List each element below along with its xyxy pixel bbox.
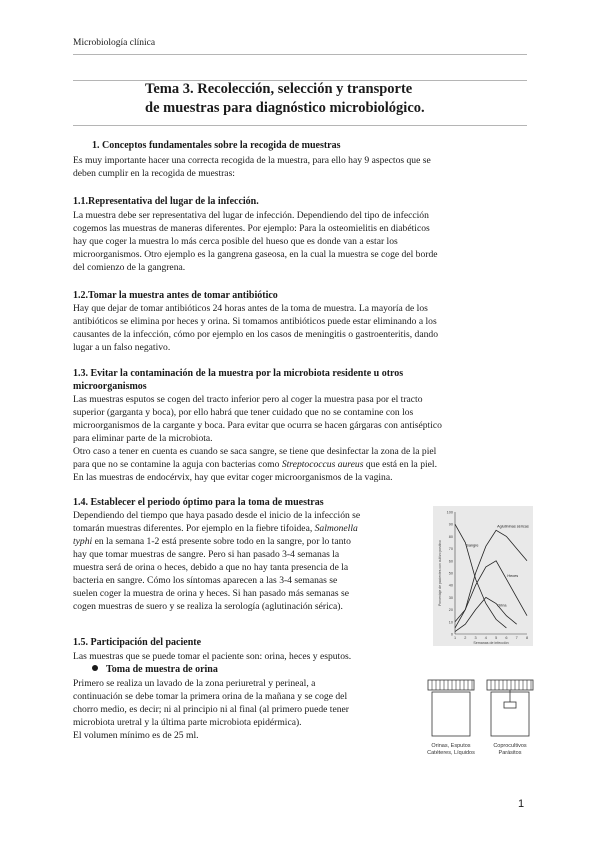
paragraph-line: bacteria en sangre. Cómo los síntomas aparecen a las 3-4 semanas se	[73, 575, 338, 586]
subsection-heading: 1.2.Tomar la muestra antes de tomar antibiótico	[73, 290, 278, 301]
y-tick-label: 30	[448, 595, 453, 600]
paragraph-line: Dependiendo del tiempo que haya pasado desde el inicio de la infección se	[73, 510, 361, 521]
paragraph-line: cogemos las muestras de maneras diferentes. Por ejemplo: Para la osteomielitis en diabéticos	[73, 223, 430, 234]
stool-container-figure	[485, 678, 535, 758]
paragraph-line: cogen muestras de suero y se realiza la serología (aglutinación sérica).	[73, 601, 343, 612]
caption-line: Orinas, Esputos	[431, 743, 471, 749]
y-tick-label: 10	[448, 620, 453, 625]
bullet-label: Toma de muestra de orina	[106, 664, 218, 675]
x-tick-label: 2	[464, 636, 467, 640]
title-line: de muestras para diagnóstico microbiológico.	[145, 100, 425, 116]
container-caption	[485, 743, 535, 757]
paragraph-line: El volumen mínimo es de 25 ml.	[73, 730, 199, 741]
series-label: Sangre	[466, 543, 479, 548]
paragraph-line: antibióticos se elimina por heces y orina. Si tomamos antibióticos puede estar eliminando a los	[73, 316, 437, 327]
paragraph-line	[73, 523, 358, 536]
subsection-heading: 1.1.Representativa del lugar de la infección.	[73, 196, 259, 207]
paragraph-line: suelen coger la muestra de orina y heces. Si han pasado más semanas se	[73, 588, 349, 599]
section-heading: 1. Conceptos fundamentales sobre la recogida de muestras	[92, 140, 341, 151]
paragraph-line: microorganismos. Otro ejemplo es la gangrena gaseosa, en la cual la muestra se coge del borde	[73, 249, 438, 260]
x-axis-label: Semanas de infección	[473, 641, 509, 645]
series-line	[455, 561, 527, 622]
y-axis-label: Porcentaje de pacientes con cultivo positivo	[438, 540, 442, 606]
page-number: 1	[518, 798, 525, 810]
y-tick-label: 20	[448, 608, 453, 613]
paragraph-line: En las muestras de endocérvix, hay que evitar coger microorganismos de la vagina.	[73, 472, 393, 483]
running-header: Microbiología clínica	[73, 38, 156, 48]
text-run: que está en la piel.	[363, 459, 437, 470]
series-label: Aglutininas séricas	[497, 524, 529, 529]
paragraph-line: chorro medio, es decir; ni al principio ni al final (al primero puede tener	[73, 704, 349, 715]
culture-positivity-chart	[433, 506, 533, 646]
text-run: en la semana 1-2 está presente sobre todo en la sangre, por lo tanto	[92, 536, 351, 547]
x-tick-label: 4	[484, 636, 487, 640]
stool-container-icon	[485, 678, 535, 738]
paragraph-line: microbiota uretral y la última parte microbiota epidérmica).	[73, 717, 302, 728]
y-tick-label: 70	[448, 547, 453, 552]
paragraph-line: La muestra debe ser representativa del lugar de infección. Dependiendo del tipo de infección	[73, 210, 429, 221]
paragraph-line: lugar a un falso negativo.	[73, 342, 171, 353]
y-tick-label: 90	[448, 522, 453, 527]
paragraph-line: Las muestras esputos se cogen del tracto inferior pero al coger la muestra pasa por el tracto	[73, 394, 423, 405]
y-tick-label: 60	[448, 559, 453, 564]
paragraph-line: del comienzo de la gangrena.	[73, 262, 186, 273]
paragraph-line: hay que coger la muestra lo más cerca posible del hueso que es donde van a estar los	[73, 236, 398, 247]
urine-container-figure	[426, 678, 476, 758]
header-rule	[73, 54, 527, 55]
title-rule-bottom	[73, 125, 527, 126]
subsection-heading: 1.4. Establecer el periodo óptimo para la toma de muestras	[73, 497, 324, 508]
species-name: Salmonella	[314, 523, 358, 534]
x-tick-label: 8	[525, 636, 529, 640]
y-tick-label: 50	[448, 571, 453, 576]
paragraph-line: Primero se realiza un lavado de la zona periuretral y perineal, a	[73, 678, 316, 689]
paragraph-line: Las muestras que se puede tomar el paciente son: orina, heces y esputos.	[73, 651, 352, 662]
subsection-heading: 1.3. Evitar la contaminación de la muestra por la microbiota residente u otros	[73, 368, 404, 379]
y-tick-label: 80	[448, 534, 453, 539]
series-label: Orina	[497, 603, 507, 608]
x-tick-label: 5	[495, 636, 498, 640]
paragraph-line: causantes de la infección, cómo por ejemplo en los casos de meningitis o gastroenteritis, dando	[73, 329, 438, 340]
paragraph-line: deben cumplir en la recogida de muestras:	[73, 168, 235, 179]
species-name: typhi	[73, 536, 93, 547]
text-run: para que no se contamine la aguja con bacterias como	[73, 459, 282, 470]
x-tick-label: 7	[515, 636, 518, 640]
bullet-item	[92, 664, 218, 677]
title-line: Tema 3. Recolección, selección y transporte	[145, 81, 413, 97]
text-run: tomarán muestras diferentes. Por ejemplo en la fiebre tifoidea,	[73, 523, 315, 534]
species-name: Streptococcus aureus	[281, 459, 364, 470]
paragraph-line: hay que tomar muestras de sangre. Pero si han pasado 3-4 semanas la	[73, 549, 340, 560]
chart-svg	[433, 506, 533, 646]
paragraph-line: Otro caso a tener en cuenta es cuando se saca sangre, se tiene que desinfectar la zona de la piel	[73, 446, 437, 457]
x-tick-label: 6	[505, 636, 508, 640]
paragraph-line: continuación se debe tomar la primera orina de la mañana y se coge del	[73, 691, 348, 702]
paragraph-line: microorganismos de la cargante y boca. Para evitar que ocurra se hacen gárgaras con antiséptico	[73, 420, 442, 431]
paragraph-line: muestra será de orina o heces, debido a que no hay tanta presencia de la	[73, 562, 349, 573]
y-tick-label: 40	[448, 583, 453, 588]
caption-line: Parásitos	[498, 750, 522, 756]
paragraph-line: para eliminar parte de la microbiota.	[73, 433, 213, 444]
y-tick-label: 100	[446, 510, 453, 515]
paragraph-line: superior (garganta y boca), por ello habrá que tener cuidado que no se contamine con los	[73, 407, 414, 418]
container-caption	[426, 743, 476, 757]
paragraph-line	[73, 459, 437, 472]
page-title	[145, 80, 525, 118]
subsection-heading: 1.5. Participación del paciente	[73, 637, 202, 648]
paragraph-line: Hay que dejar de tomar antibióticos 24 horas antes de la toma de muestra. La mayoría de los	[73, 303, 428, 314]
bullet-icon	[92, 665, 98, 671]
urine-container-icon	[426, 678, 476, 738]
x-tick-label: 1	[453, 636, 457, 640]
caption-line: Coprocultivos	[493, 743, 527, 749]
paragraph-line	[73, 536, 351, 549]
x-tick-label: 3	[474, 636, 477, 640]
y-tick-label: 0	[450, 632, 453, 637]
series-label: Heces	[507, 574, 519, 579]
subsection-heading-cont: microorganismos	[73, 381, 147, 392]
caption-line: Catéteres, Líquidos	[427, 750, 475, 756]
paragraph-line: Es muy importante hacer una correcta recogida de la muestra, para ello hay 9 aspectos que se	[73, 155, 431, 166]
